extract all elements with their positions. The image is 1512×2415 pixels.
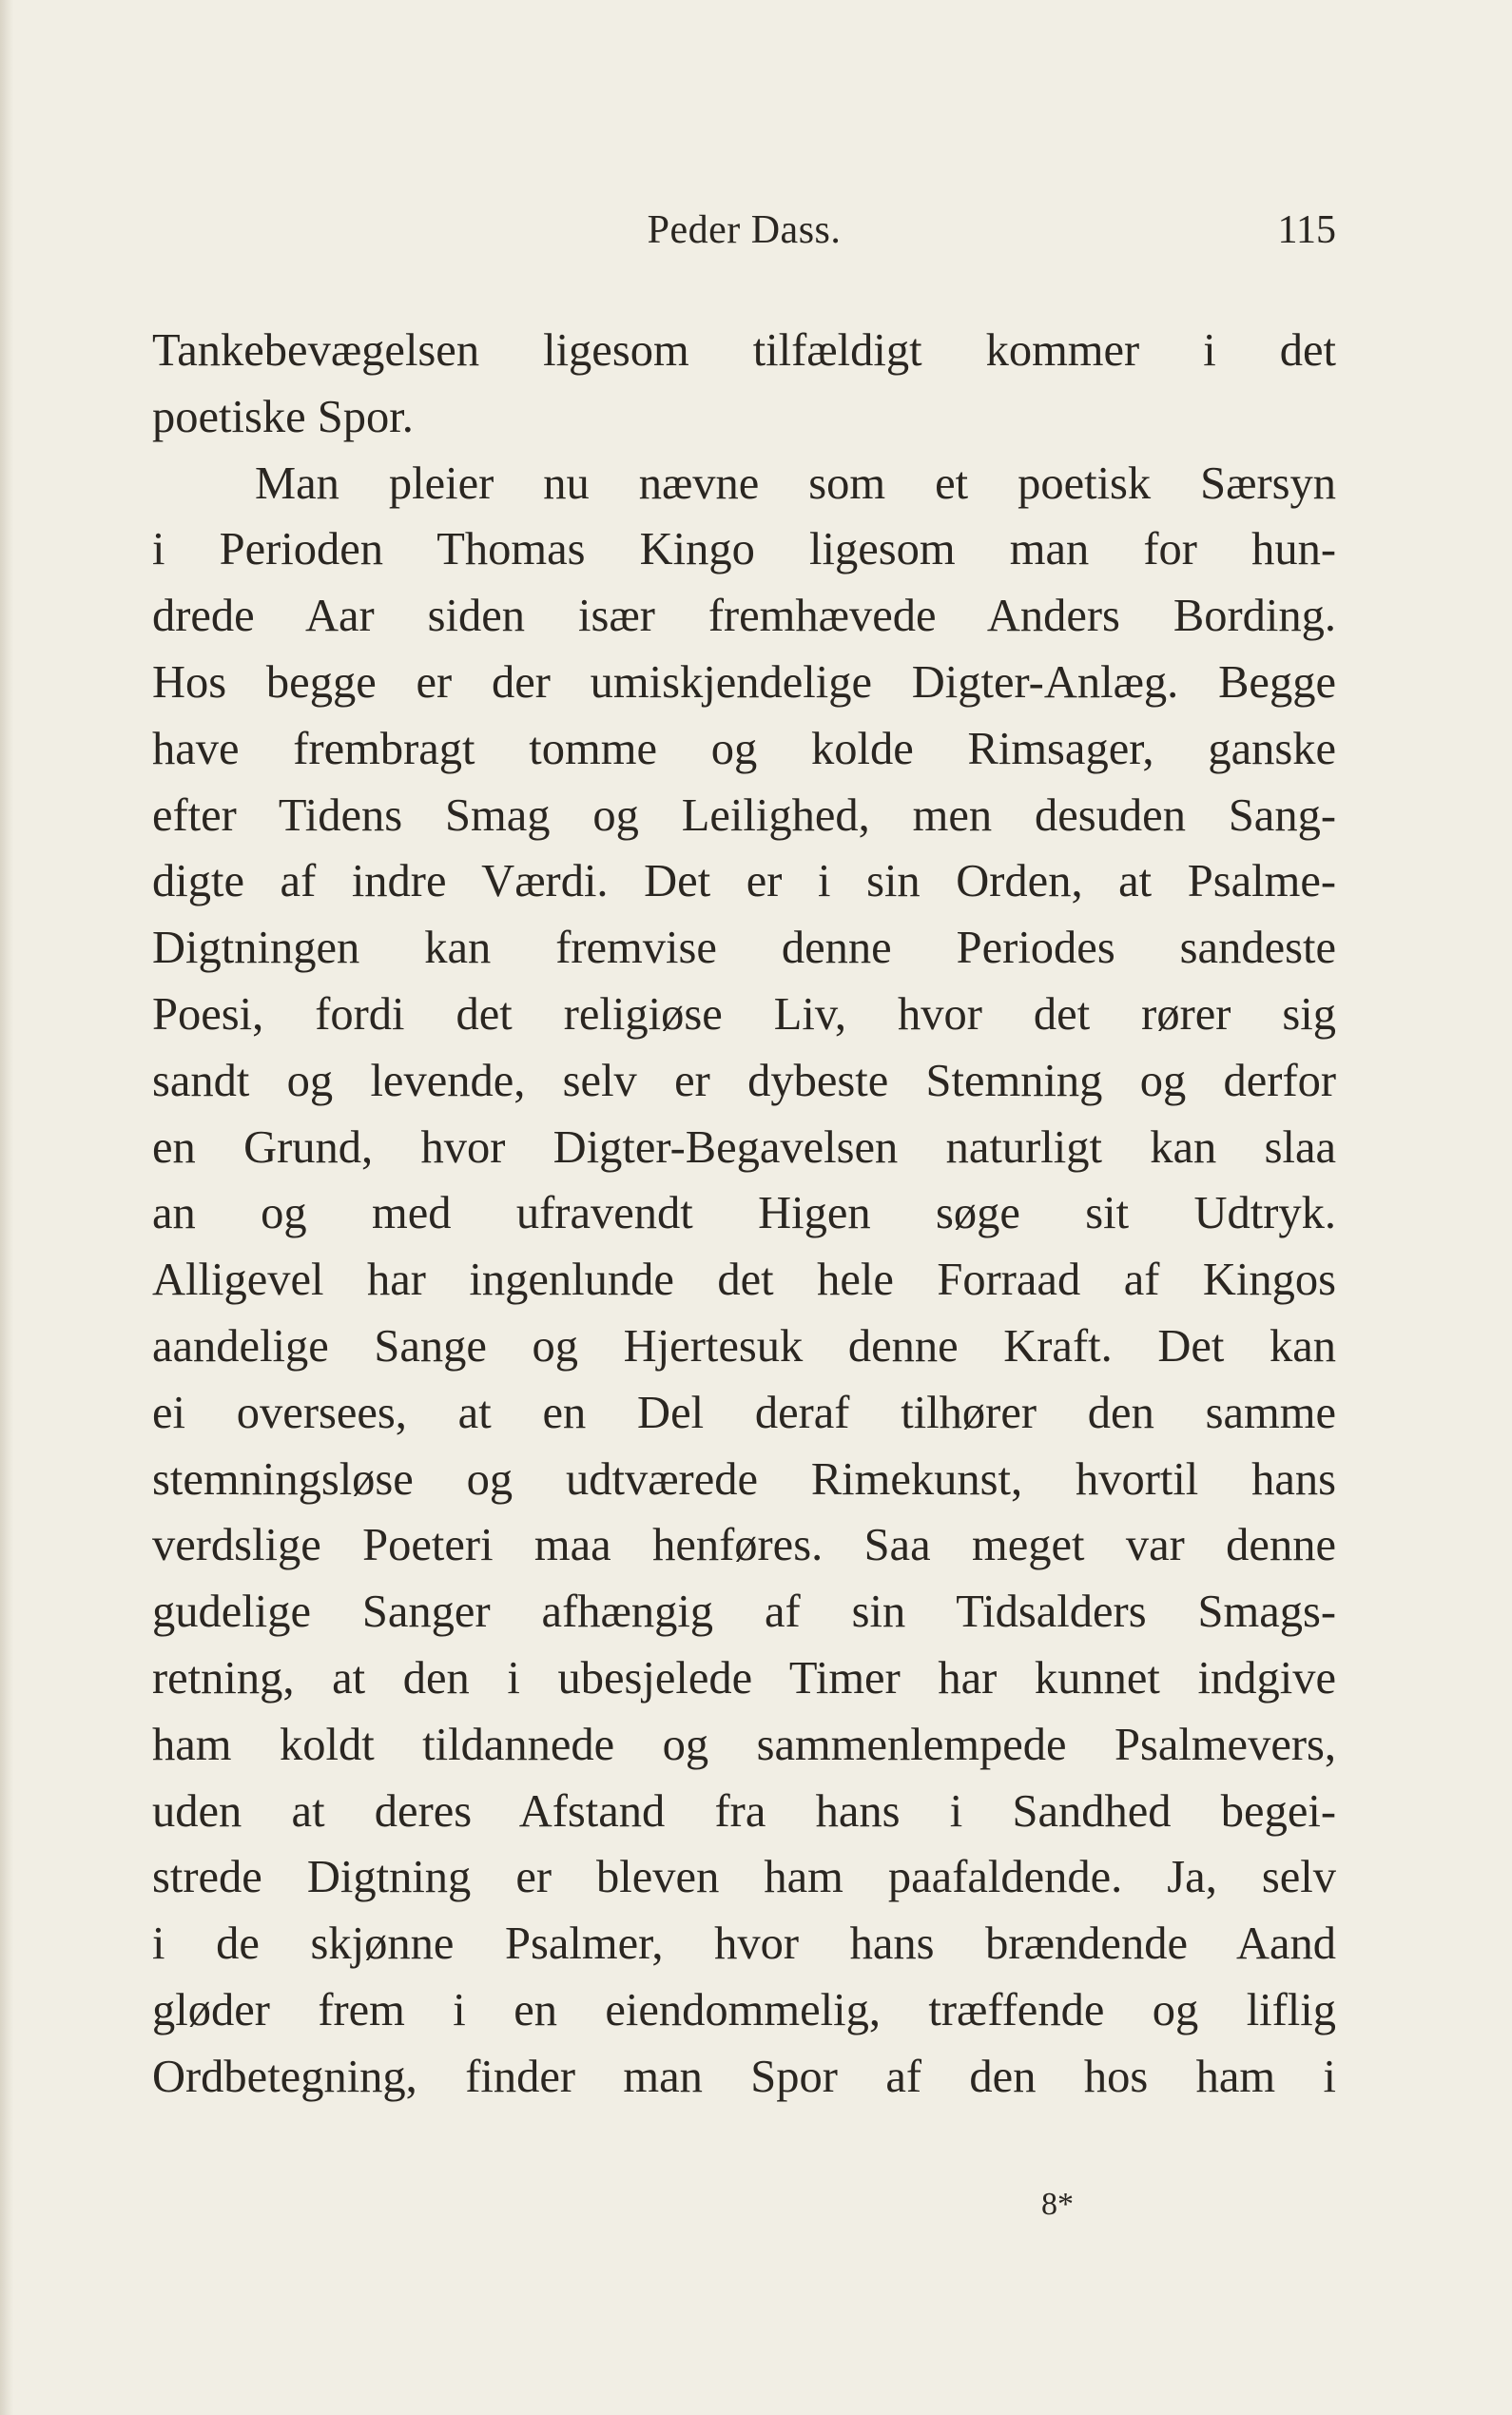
- text-line: Digtningen kan fremvise denne Periodes sandeste: [152, 923, 1336, 974]
- text-line: sandt og levende, selv er dybeste Stemning og derfor: [152, 1055, 1336, 1106]
- page-header: [152, 202, 1336, 259]
- text-line: efter Tidens Smag og Leilighed, men desuden Sang-: [152, 789, 1336, 841]
- text-line: Hos begge er der umiskjendelige Digter-Anlæg. Begge: [152, 656, 1336, 708]
- text-line: Tankebevægelsen ligesom tilfældigt kommer i det: [152, 325, 1336, 376]
- text-line: Ordbetegning, finder man Spor af den hos ham i: [152, 2051, 1336, 2102]
- text-line: poetiske Spor.: [152, 391, 414, 442]
- text-line: i Perioden Thomas Kingo ligesom man for hun-: [152, 524, 1336, 575]
- text-line: Man pleier nu nævne som et poetisk Særsyn: [255, 458, 1336, 509]
- page-number: 115: [1277, 208, 1336, 252]
- text-line: strede Digtning er bleven ham paafaldende. Ja, selv: [152, 1852, 1336, 1903]
- page-edge-shadow: [0, 0, 13, 2415]
- text-line: Alligevel har ingenlunde det hele Forraad af Kingos: [152, 1255, 1336, 1306]
- text-line: digte af indre Værdi. Det er i sin Orden, at Psalme-: [152, 856, 1336, 907]
- text-line: aandelige Sange og Hjertesuk denne Kraft. Det kan: [152, 1320, 1336, 1372]
- text-line: verdslige Poeteri maa henføres. Saa meget var denne: [152, 1520, 1336, 1571]
- body-text: [152, 318, 1336, 2111]
- text-line: drede Aar siden især fremhævede Anders Bording.: [152, 591, 1336, 642]
- running-title: Peder Dass.: [647, 208, 842, 252]
- text-line: Poesi, fordi det religiøse Liv, hvor det rører sig: [152, 988, 1336, 1040]
- text-line: gudelige Sanger afhængig af sin Tidsalders Smags-: [152, 1587, 1336, 1638]
- text-line: uden at deres Afstand fra hans i Sandhed begei-: [152, 1785, 1336, 1837]
- text-line: stemningsløse og udtværede Rimekunst, hvortil hans: [152, 1453, 1336, 1505]
- text-line: an og med ufravendt Higen søge sit Udtryk.: [152, 1188, 1336, 1239]
- text-line: ham koldt tildannede og sammenlempede Psalmevers,: [152, 1719, 1336, 1770]
- text-line: retning, at den i ubesjelede Timer har kunnet indgive: [152, 1652, 1336, 1704]
- text-line: ei oversees, at en Del deraf tilhører den samme: [152, 1387, 1336, 1438]
- text-line: en Grund, hvor Digter-Begavelsen naturligt kan slaa: [152, 1121, 1336, 1173]
- text-line: i de skjønne Psalmer, hvor hans brændende Aand: [152, 1918, 1336, 1970]
- signature-mark: 8*: [1041, 2187, 1074, 2222]
- text-line: have frembragt tomme og kolde Rimsager, ganske: [152, 723, 1336, 774]
- text-line: gløder frem i en eiendommelig, træffende og liflig: [152, 1984, 1336, 2035]
